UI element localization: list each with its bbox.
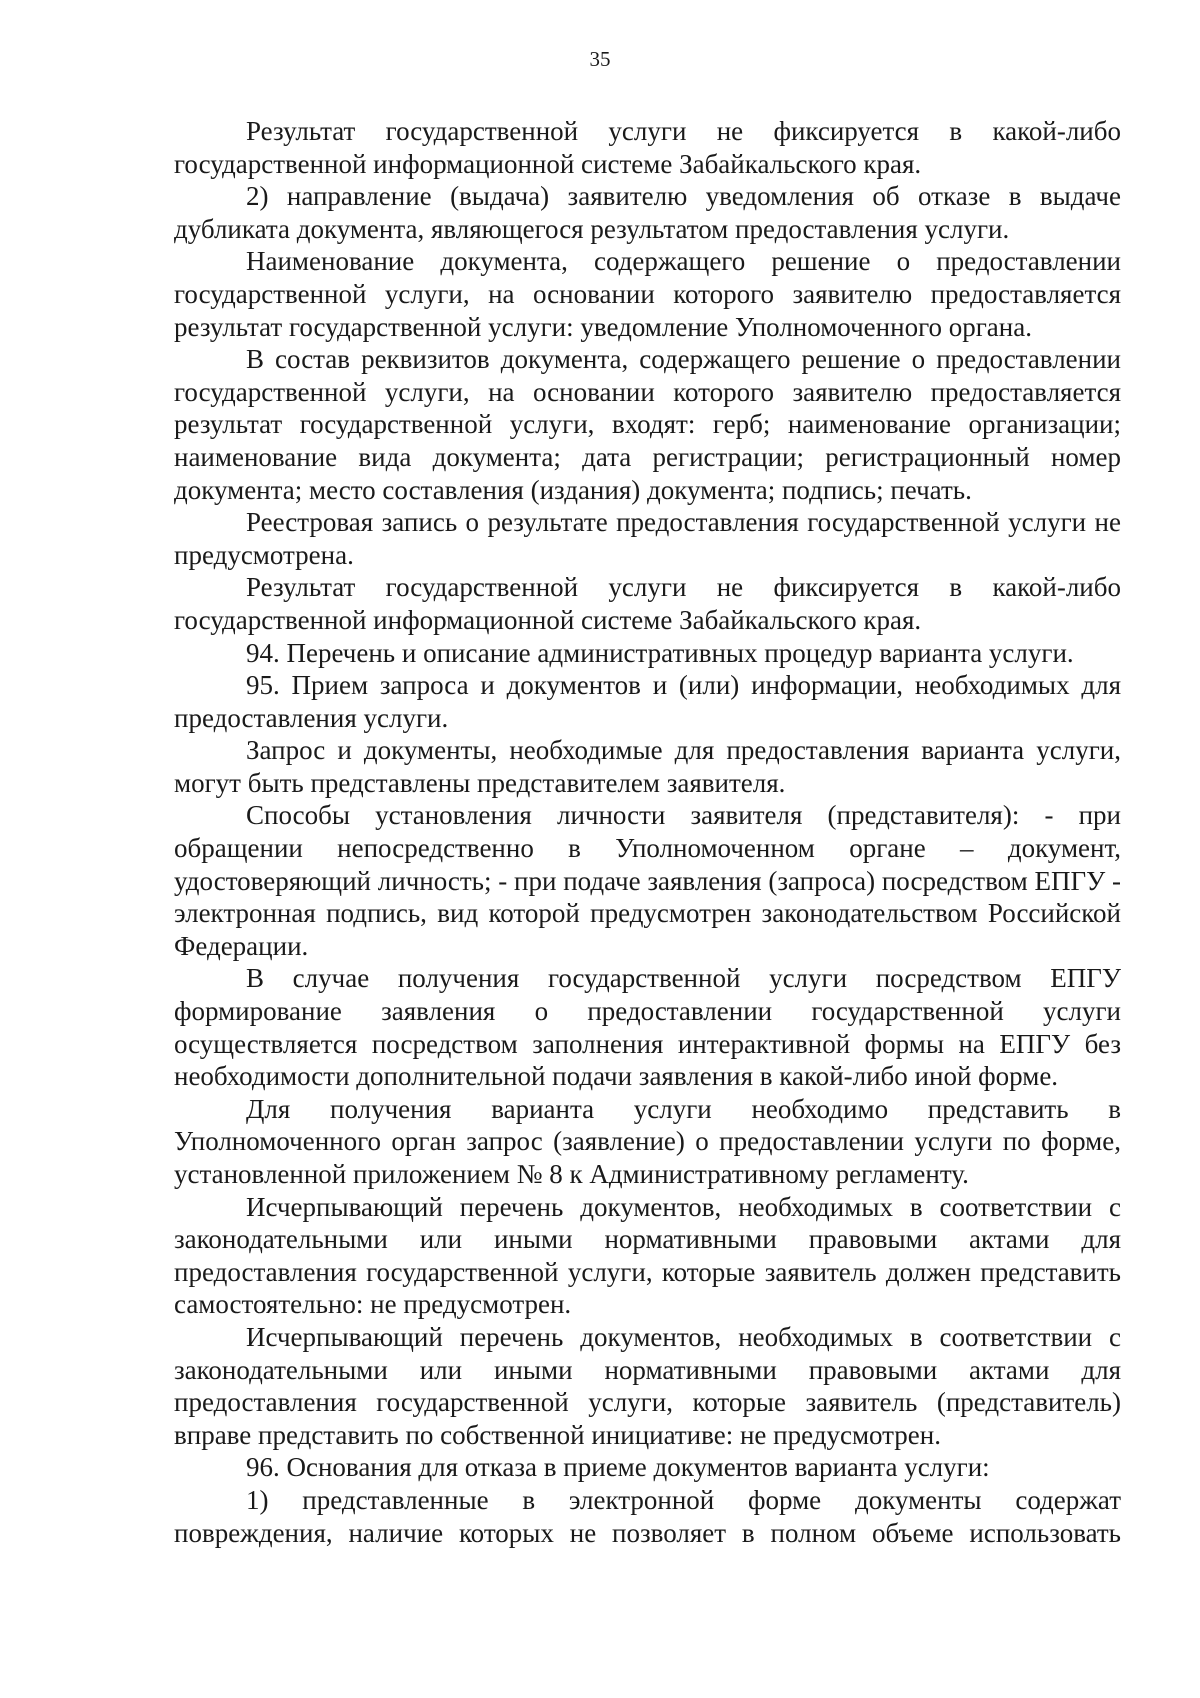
paragraph-item-94: 94. Перечень и описание административных процедур варианта услуги.: [246, 637, 1074, 668]
paragraph-optional-documents: Исчерпывающий перечень документов, необходимых в соответствии с законодательными или иными нормативными правовыми актами для предоставления государственной услуги, которые заявитель (представитель) вправе представить по собственной инициативе: не предусмотрен.: [174, 1321, 1121, 1450]
paragraph-item-96: 96. Основания для отказа в приеме документов варианта услуги:: [246, 1452, 990, 1483]
paragraph-identity-methods: Способы установления личности заявителя (представителя): - при обращении непосредственно в Уполномоченном органе – документ, удостоверяющий личность; - при подаче заявления (запроса) посредством ЕПГУ - электронная подпись, вид которой предусмотрен законодательством Российской Федерации.: [174, 800, 1121, 961]
paragraph-registry-entry: Реестровая запись о результате предоставления государственной услуги не предусмотрена.: [174, 507, 1121, 570]
paragraph-result-not-recorded: Результат государственной услуги не фиксируется в какой-либо государственной информационной системе Забайкальского края.: [174, 116, 1121, 179]
paragraph-epgu-form: В случае получения государственной услуги посредством ЕПГУ формирование заявления о предоставлении государственной услуги осуществляется посредством заполнения интерактивной формы на ЕПГУ без необходимости дополнительной подачи заявления в какой-либо иной форме.: [174, 963, 1121, 1092]
document-body: [174, 115, 1121, 1549]
paragraph-refusal-notice: 2) направление (выдача) заявителю уведомления об отказе в выдаче дубликата документа, являющегося результатом предоставления услуги.: [174, 181, 1121, 244]
paragraph-item-95: 95. Прием запроса и документов и (или) информации, необходимых для предоставления услуги.: [174, 670, 1121, 733]
paragraph-document-requisites: В состав реквизитов документа, содержащего решение о предоставлении государственной услуги, на основании которого заявителю предоставляется результат государственной услуги, входят: герб; наименование организации; наименование вида документа; дата регистрации; регистрационный номер документа; место составления (издания) документа; подпись; печать.: [174, 344, 1121, 505]
paragraph-refusal-ground-1: 1) представленные в электронной форме документы содержат повреждения, наличие которых не позволяет в полном объеме использовать: [174, 1484, 1121, 1548]
paragraph-required-documents: Исчерпывающий перечень документов, необходимых в соответствии с законодательными или иными нормативными правовыми актами для предоставления государственной услуги, которые заявитель должен представить самостоятельно: не предусмотрен.: [174, 1191, 1121, 1320]
paragraph-result-not-recorded-repeat: Результат государственной услуги не фиксируется в какой-либо государственной информационной системе Забайкальского края.: [174, 572, 1121, 635]
paragraph-application-form: Для получения варианта услуги необходимо представить в Уполномоченного орган запрос (заявление) о предоставлении услуги по форме, установленной приложением № 8 к Административному регламенту.: [174, 1093, 1121, 1189]
page-number: 35: [589, 47, 611, 71]
paragraph-representative-request: Запрос и документы, необходимые для предоставления варианта услуги, могут быть представлены представителем заявителя.: [174, 735, 1121, 798]
paragraph-decision-document-name: Наименование документа, содержащего решение о предоставлении государственной услуги, на основании которого заявителю предоставляется результат государственной услуги: уведомление Уполномоченного органа.: [174, 246, 1121, 342]
